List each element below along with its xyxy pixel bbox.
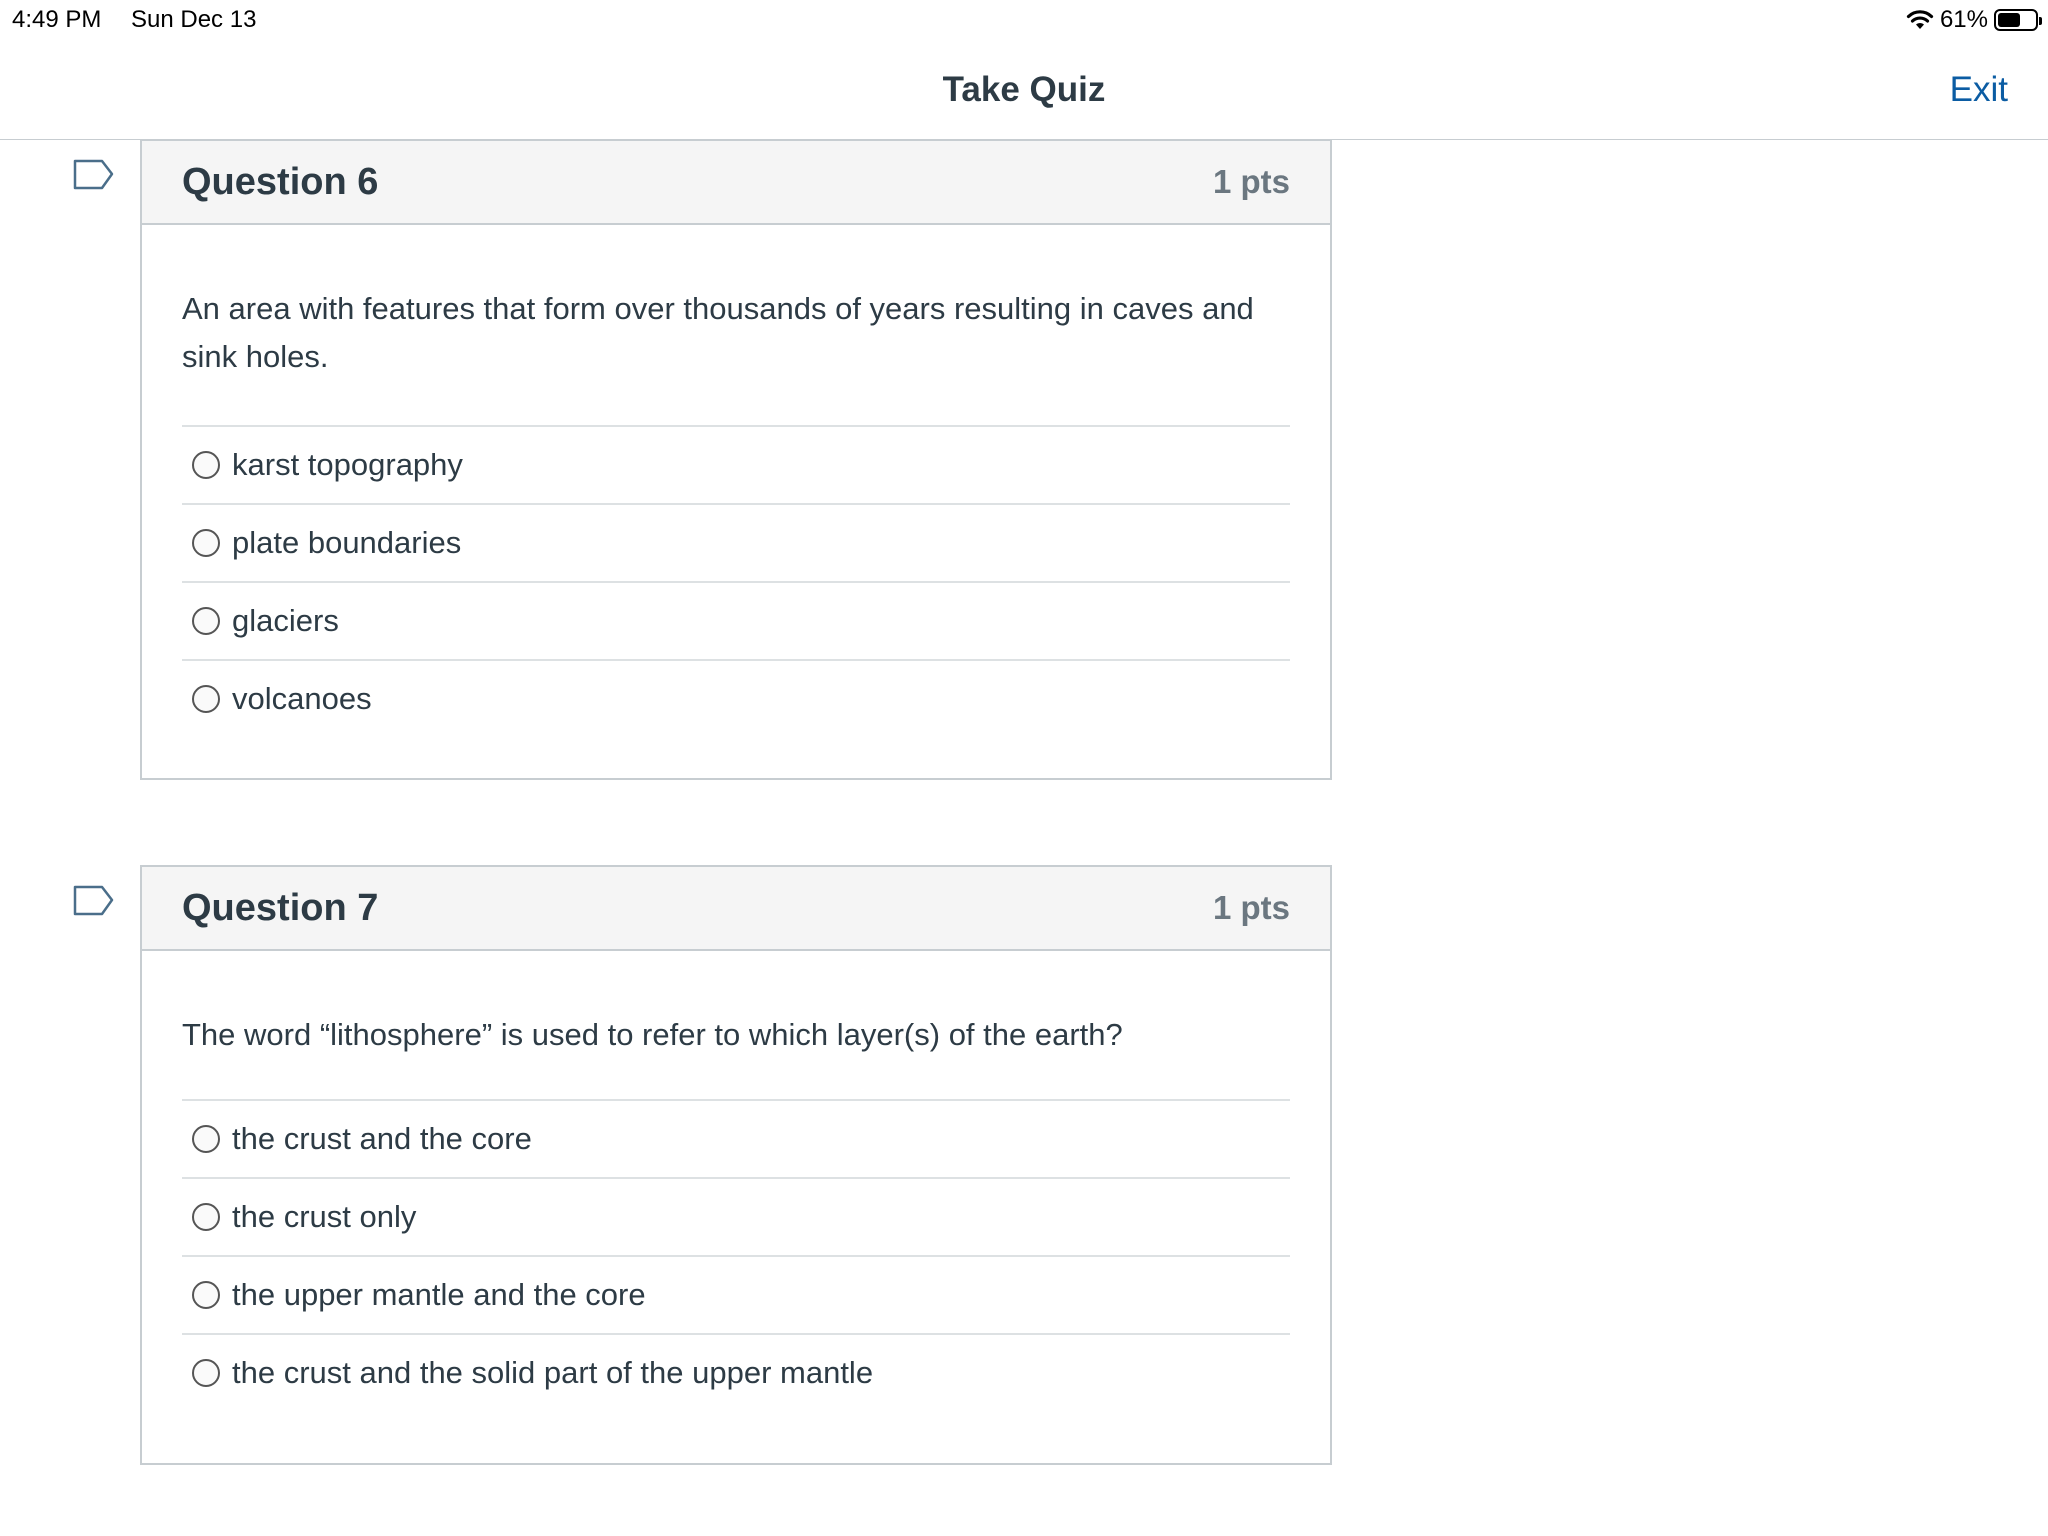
question-text: An area with features that form over thousands of years resulting in caves and sink holes. bbox=[182, 291, 1254, 374]
answer-option[interactable] bbox=[182, 1255, 1290, 1333]
radio-unselected-icon[interactable] bbox=[192, 1125, 220, 1153]
answer-list bbox=[182, 1099, 1290, 1411]
radio-unselected-icon[interactable] bbox=[192, 451, 220, 479]
question-title: Question 6 bbox=[182, 160, 379, 203]
answer-label: the upper mantle and the core bbox=[232, 1277, 646, 1312]
flag-question-icon[interactable] bbox=[72, 157, 116, 198]
radio-unselected-icon[interactable] bbox=[192, 685, 220, 713]
answer-label: the crust only bbox=[232, 1199, 417, 1234]
question-text: The word “lithosphere” is used to refer to which layer(s) of the earth? bbox=[182, 1017, 1123, 1052]
answer-list bbox=[182, 425, 1290, 737]
answer-label: volcanoes bbox=[232, 681, 372, 716]
answer-label: glaciers bbox=[232, 603, 339, 638]
question-title: Question 7 bbox=[182, 886, 379, 929]
answer-option[interactable] bbox=[182, 503, 1290, 581]
radio-unselected-icon[interactable] bbox=[192, 1203, 220, 1231]
radio-unselected-icon[interactable] bbox=[192, 607, 220, 635]
question-points: 1 pts bbox=[1212, 889, 1290, 926]
answer-option[interactable] bbox=[182, 1177, 1290, 1255]
wifi-icon bbox=[1906, 9, 1934, 31]
status-date: Sun Dec 13 bbox=[131, 6, 257, 33]
battery-percent: 61% bbox=[1939, 6, 1988, 33]
answer-option[interactable] bbox=[182, 425, 1290, 503]
radio-unselected-icon[interactable] bbox=[192, 529, 220, 557]
answer-label: the crust and the core bbox=[232, 1121, 532, 1156]
status-bar bbox=[0, 0, 2048, 40]
nav-header bbox=[0, 40, 2048, 140]
status-time: 4:49 PM bbox=[12, 6, 102, 33]
question-header bbox=[142, 141, 1330, 225]
question-card bbox=[140, 865, 1332, 1465]
answer-option[interactable] bbox=[182, 1099, 1290, 1177]
answer-label: plate boundaries bbox=[232, 525, 462, 560]
question-header bbox=[142, 867, 1330, 951]
exit-button[interactable]: Exit bbox=[1949, 70, 2008, 109]
answer-option[interactable] bbox=[182, 659, 1290, 737]
radio-unselected-icon[interactable] bbox=[192, 1359, 220, 1387]
flag-question-icon[interactable] bbox=[72, 883, 116, 924]
question-card bbox=[140, 139, 1332, 780]
answer-label: the crust and the solid part of the upper mantle bbox=[232, 1355, 874, 1390]
answer-option[interactable] bbox=[182, 581, 1290, 659]
answer-label: karst topography bbox=[232, 447, 463, 482]
battery-icon bbox=[1994, 9, 2038, 31]
status-indicators bbox=[1906, 6, 2038, 34]
radio-unselected-icon[interactable] bbox=[192, 1281, 220, 1309]
question-points: 1 pts bbox=[1212, 163, 1290, 200]
page-title: Take Quiz bbox=[942, 70, 1106, 109]
answer-option[interactable] bbox=[182, 1333, 1290, 1411]
